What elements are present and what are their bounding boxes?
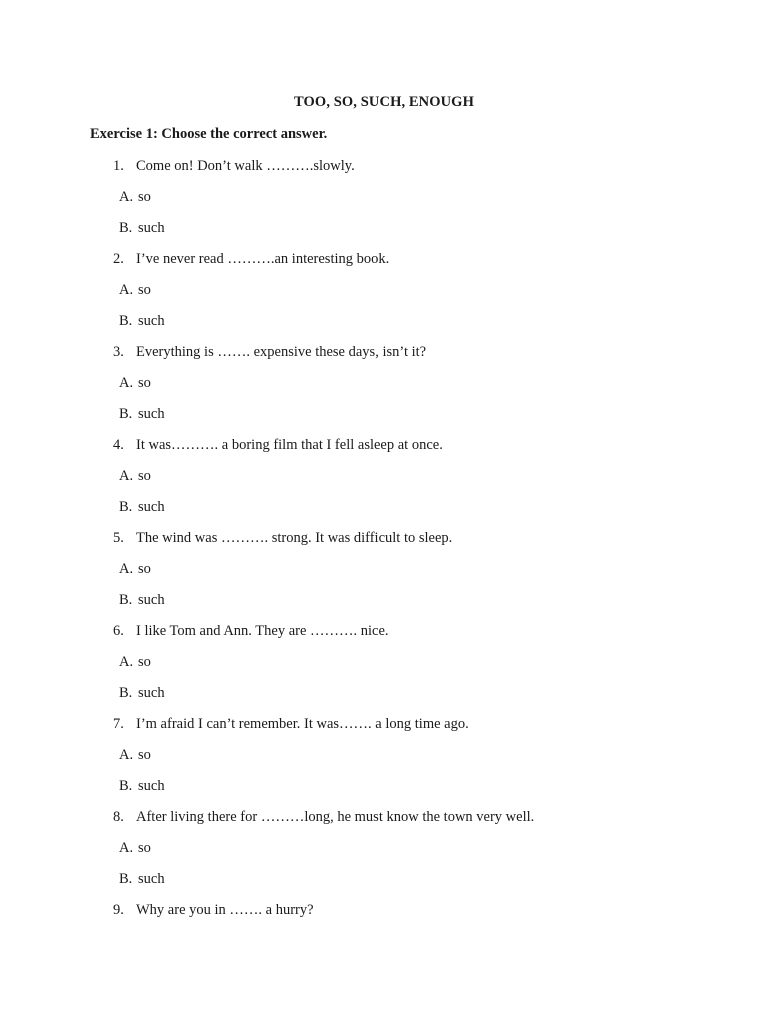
question-line (0, 622, 768, 653)
question-6 (0, 622, 768, 715)
option-a (0, 746, 768, 777)
question-line (0, 436, 768, 467)
option-text: such (138, 499, 165, 515)
option-text: such (138, 406, 165, 422)
question-line (0, 250, 768, 281)
question-number: 7. (113, 716, 124, 732)
question-2 (0, 250, 768, 343)
option-a (0, 188, 768, 219)
question-text: Come on! Don’t walk ……….slowly. (136, 158, 355, 174)
option-letter: B. (119, 220, 133, 236)
option-a (0, 281, 768, 312)
option-letter: B. (119, 871, 133, 887)
question-text: I’m afraid I can’t remember. It was……. a long time ago. (136, 716, 469, 732)
option-text: such (138, 592, 165, 608)
option-text: such (138, 778, 165, 794)
option-letter: A. (119, 747, 134, 763)
question-number: 5. (113, 530, 124, 546)
option-letter: A. (119, 654, 134, 670)
option-b (0, 219, 768, 250)
option-text: such (138, 685, 165, 701)
question-line (0, 157, 768, 188)
exercise-heading: Exercise 1: Choose the correct answer. (90, 126, 328, 142)
question-line (0, 901, 768, 932)
option-b (0, 870, 768, 901)
question-3 (0, 343, 768, 436)
question-number: 4. (113, 437, 124, 453)
option-letter: A. (119, 468, 134, 484)
option-letter: B. (119, 406, 133, 422)
question-7 (0, 715, 768, 808)
question-number: 8. (113, 809, 124, 825)
document-title: TOO, SO, SUCH, ENOUGH (294, 94, 474, 110)
option-letter: B. (119, 313, 133, 329)
question-number: 2. (113, 251, 124, 267)
question-5 (0, 529, 768, 622)
option-text: so (138, 747, 151, 763)
question-line (0, 343, 768, 374)
option-letter: A. (119, 840, 134, 856)
option-letter: B. (119, 499, 133, 515)
question-text: Everything is ……. expensive these days, isn’t it? (136, 344, 427, 360)
question-number: 9. (113, 902, 124, 918)
option-letter: A. (119, 282, 134, 298)
option-text: such (138, 220, 165, 236)
option-b (0, 498, 768, 529)
option-text: so (138, 468, 151, 484)
question-text: After living there for ………long, he must know the town very well. (136, 809, 535, 825)
question-list (0, 157, 768, 932)
option-text: such (138, 313, 165, 329)
question-4 (0, 436, 768, 529)
option-b (0, 405, 768, 436)
option-a (0, 560, 768, 591)
option-letter: B. (119, 778, 133, 794)
option-text: so (138, 840, 151, 856)
option-b (0, 591, 768, 622)
option-letter: A. (119, 561, 134, 577)
option-text: so (138, 654, 151, 670)
question-8 (0, 808, 768, 901)
option-text: so (138, 282, 151, 298)
option-b (0, 312, 768, 343)
question-1 (0, 157, 768, 250)
option-letter: A. (119, 375, 134, 391)
question-9 (0, 901, 768, 932)
question-text: It was………. a boring film that I fell asleep at once. (136, 437, 443, 453)
option-letter: B. (119, 685, 133, 701)
question-line (0, 808, 768, 839)
question-text: I like Tom and Ann. They are ………. nice. (136, 623, 389, 639)
question-text: I’ve never read ……….an interesting book. (136, 251, 390, 267)
option-text: so (138, 189, 151, 205)
option-a (0, 374, 768, 405)
option-b (0, 777, 768, 808)
option-letter: B. (119, 592, 133, 608)
question-text: Why are you in ……. a hurry? (136, 902, 314, 918)
option-letter: A. (119, 189, 134, 205)
question-line (0, 715, 768, 746)
option-a (0, 653, 768, 684)
question-line (0, 529, 768, 560)
option-text: so (138, 561, 151, 577)
question-text: The wind was ………. strong. It was difficult to sleep. (136, 530, 453, 546)
question-number: 3. (113, 344, 124, 360)
option-a (0, 839, 768, 870)
option-a (0, 467, 768, 498)
question-number: 6. (113, 623, 124, 639)
option-text: so (138, 375, 151, 391)
option-b (0, 684, 768, 715)
option-text: such (138, 871, 165, 887)
question-number: 1. (113, 158, 124, 174)
